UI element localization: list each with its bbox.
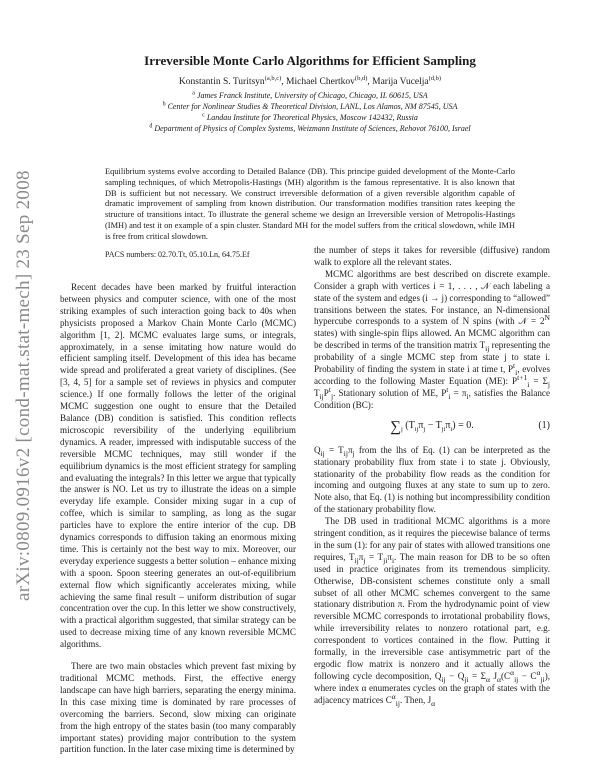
affiliation-mark: b	[162, 101, 166, 108]
equation-1	[314, 416, 550, 440]
equation-body: $\sum_j$ $(T_{ij}\pi_j - T_{ji}\pi_i) = 0$.	[390, 418, 474, 435]
author-affiliation-mark: (a,b,c)	[264, 74, 282, 82]
author-affiliation-mark: (b,d)	[354, 74, 368, 82]
affiliation-text: Center for Nonlinear Studies & Theoretical Division, LANL, Los Alamos, NM 87545, USA	[167, 102, 458, 111]
affiliation-text: Department of Physics of Complex Systems, Weizmann Institute of Sciences, Rehovot 76100, Israel	[154, 124, 471, 133]
body-paragraph: $Q_{ij} = T_{ij}\pi_j$ from the lhs of Eq. (1) can be interpreted as the stationary probability flux from state i to state j. Obviously, stationarity of the probability flow reads as the condition for incoming and outgoing fluxes at any state to sum up to zero. Note also, that Eq. (1) is nothing but incompressibility condition of the stationary probability flow.	[314, 444, 551, 515]
abstract: Equilibrium systems evolve according to Detailed Balance (DB). This principe guided development of the Monte-Carlo sampling techniques, of which Metropolis-Hastings (MH) algorithm is the famous representative. It is also known that DB is sufficient but not necessary. We construct irreversible deformation of a given reversible algorithm capable of dramatic improvement of sampling from known distribution. Our transformation modifies transition rates keeping the structure of transitions intact. To illustrate the general scheme we design an Irreversible version of Metropolis-Hastings (IMH) and test it on example of a spin cluster. Standard MH for the model suffers from the critical slowdown, while IMH is free from critical slowdown.	[105, 167, 515, 241]
affiliation-mark: d	[149, 123, 153, 130]
author-name: Konstantin S. Turitsyn	[178, 77, 265, 87]
body-paragraph: The DB used in traditional MCMC algorithms is a more stringent condition, as it requires the piecewise balance of terms in the sum (1): for any pair of states with allowed transitions one requires, $T_{ij}\pi_j = T_{ji}\pi_i$. The main reason for DB to be so often used in practice originates from its tremendous simplicity. Otherwise, DB-consistent schemes constitute only a small subset of all other MCMC schemes convergent to the same stationary distribution π. From the hydrodynamic point of view reversible MCMC corresponds to irrotational probability flows, while irreversibility relates to nonzero rotational part, e.g. correspondent to vortices contained in the flow. Putting it formally, in the irreversible case antisymmetric part of the ergodic flow matrix is nonzero and it actually allows the following cycle decomposition, $Q_{ij} - Q_{ji} = \Sigma_\alpha$ $J_\alpha(C^\alpha_{ij} - C^\alpha_{ji})$, where index α enumerates cycles on the graph of states with the adjacency matrices $C^\alpha_{ij}$. Then, $J_\alpha$	[314, 516, 551, 708]
affiliation	[60, 91, 560, 101]
body-paragraph: There are two main obstacles which prevent fast mixing by traditional MCMC methods. First, the effective energy landscape can have high barriers, separating the energy minima. In this case mixing time is dominated by rare processes of overcoming the barriers. Second, slow mixing can originate from the high entropy of the states basin (too many comparably important states) providing major contribution to the system partition function. In the later case mixing time is determined by	[60, 661, 296, 755]
left-column	[60, 282, 296, 756]
author-affiliation-mark: (d,b)	[428, 74, 442, 82]
right-column	[314, 245, 550, 707]
affiliation	[60, 102, 560, 112]
affiliation-text: Landau Institute for Theoretical Physics, Moscow 142432, Russia	[206, 113, 418, 122]
affiliation	[60, 124, 560, 134]
paper-title: Irreversible Monte Carlo Algorithms for Efficient Sampling	[144, 53, 476, 68]
author-name: Michael Chertkov	[286, 77, 355, 87]
pacs-numbers: PACS numbers: 02.70.Tt, 05.10.Ln, 64.75.Ef	[105, 250, 250, 259]
body-paragraph: Recent decades have been marked by fruitful interaction between physics and computer science, with one of the most striking examples of such interaction going back to 40s when physicists proposed a Markov Chain Monte Carlo (MCMC) algorithm [1, 2]. MCMC evaluates large sums, or integrals, approximately, in a sense imitating how nature would do efficient sampling itself. Development of this idea has became wide spread and proliferated a great variety of disciplines. (See [3, 4, 5] for a sample set of reviews in physics and computer science.) If one formally follows the letter of the original MCMC suggestion one ought to ensure that the Detailed Balance (DB) condition is satisfied. This condition reflects microscopic reversibility of the underlying equilibrium dynamics. A reader, impressed with indisputable success of the reversible MCMC techniques, may still wonder if the equilibrium dynamics is the most efficient strategy for sampling and evaluating the integrals? In this letter we argue that typically the answer is NO. Let us try to illustrate the ideas on a simple everyday life example. Consider mixing sugar in a cup of coffee, which is similar to sampling, as long as the sugar particles have to explore the entire interior of the cup. DB dynamics corresponds to diffusion taking an enormous mixing time. This is certainly not the best way to mix. Moreover, our everyday experience suggests a better solution – enhance mixing with a spoon. Spoon steering generates an out-of-equilibrium external flow which significantly accelerates mixing, while achieving the same final result – uniform distribution of sugar concentration over the cup. In this letter we show constructively, with a practical algorithm suggested, that similar strategy can be used to decrease mixing time of any known reversible MCMC algorithms.	[60, 282, 296, 650]
affiliation-mark: a	[192, 90, 195, 97]
equation-number: (1)	[538, 419, 550, 431]
author-name: Marija Vucelja	[372, 77, 429, 87]
arxiv-watermark: arXiv:0809.0916v2 [cond-mat.stat-mech] 23 Sep 2008	[13, 170, 34, 601]
affiliation-mark: c	[202, 112, 205, 119]
affiliation-text: James Franck Institute, University of Chicago, Chicago, IL 60615, USA	[196, 91, 428, 100]
affiliation	[60, 113, 560, 123]
author-list: Konstantin S. Turitsyn$^{(a,b,c)}$, Michael Chertkov$^{(b,d)}$, Marija Vucelja$^{(d,b)}$	[178, 74, 442, 87]
body-paragraph: the number of steps it takes for reversible (diffusive) random walk to explore all the relevant states.	[314, 245, 550, 267]
body-paragraph: MCMC algorithms are best described on discrete example. Consider a graph with vertices i = 1, . . . , 𝒩 each labeling a state of the system and edges (i → j) corresponding to “allowed” transitions between the states. For instance, an N-dimensional hypercube corresponds to a system of N spins (with 𝒩 = $2^N$ states) with single-spin flips allowed. An MCMC algorithm can be described in terms of the transition matrix $T_{ij}$ representing the probability of a single MCMC step from state j to state i. Probability of finding the system in state i at time t, $P^t_i$, evolves according to the following Master Equation (ME): $P^{t+1}_i = \Sigma_j$ $T_{ij}P^t_j$. Stationary solution of ME, $P^t_i = \pi_i$, satisfies the Balance Condition (BC):	[314, 268, 550, 410]
